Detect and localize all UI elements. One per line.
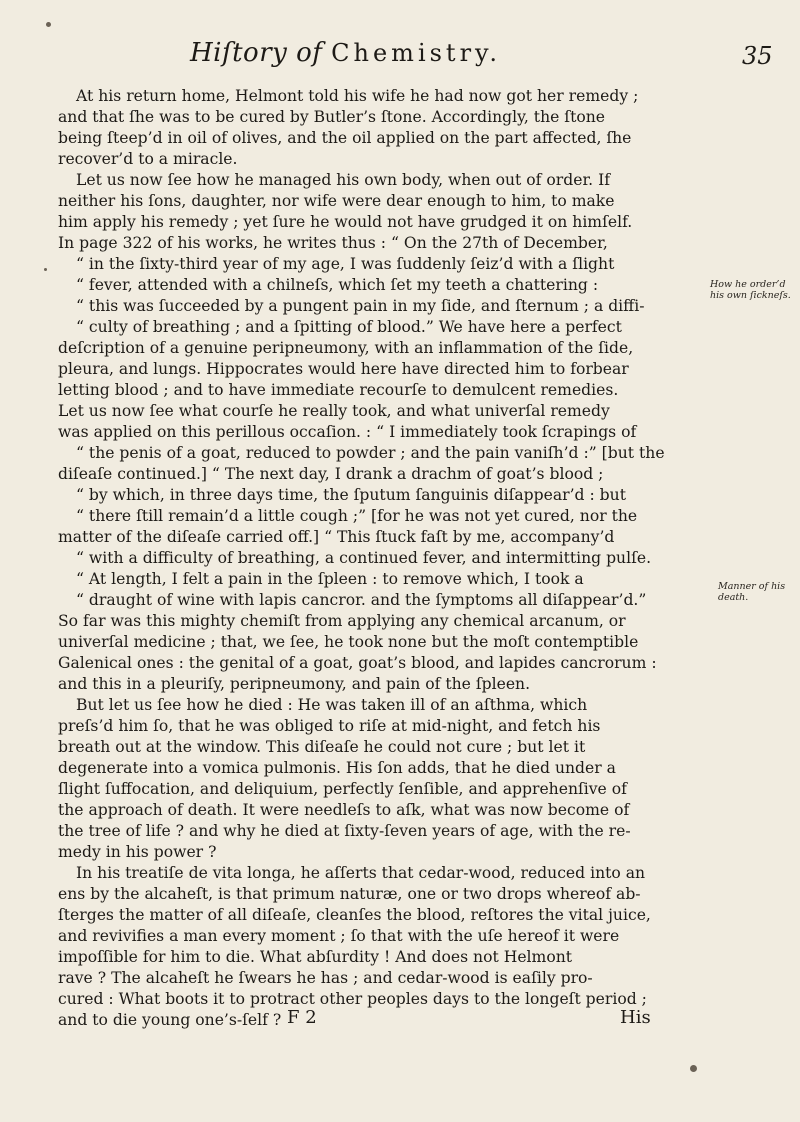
text-line: ſterges the matter of all diſeaſe, cleanſes the blood, reſtores the vital juice, xyxy=(58,906,651,924)
text-line: was applied on this perillous occaſion. : “ I immediately took ſcrapings of xyxy=(58,423,637,441)
text-line: rave ? The alcaheſt he ſwears he has ; and cedar-wood is eaſily pro- xyxy=(58,969,593,987)
header-history: Hiſtory xyxy=(190,38,288,68)
text-line: In page 322 of his works, he writes thus : “ On the 27th of December, xyxy=(58,234,608,252)
body-text xyxy=(58,86,706,1031)
text-line: matter of the diſeaſe carried off.] “ This ſtuck faſt by me, accompany’d xyxy=(58,528,615,546)
text-line: deſcription of a genuine peripneumony, with an inflammation of the ſide, xyxy=(58,339,634,357)
header-of: of xyxy=(296,38,323,68)
text-line: ens by the alcaheſt, is that primum naturæ, one or two drops whereof ab- xyxy=(58,885,641,903)
text-line: degenerate into a vomica pulmonis. His ſon adds, that he died under a xyxy=(58,759,616,777)
text-line: medy in his power ? xyxy=(58,843,217,861)
signature-mark: F 2 xyxy=(287,1007,317,1028)
header-chemistry: Chemistry. xyxy=(331,39,502,67)
text-line: In his treatiſe de vita longa, he aſſerts that cedar-wood, reduced into an xyxy=(76,864,646,882)
margin-note-sickness xyxy=(710,279,791,301)
text-line: being ſteep’d in oil of olives, and the oil applied on the part affected, ſhe xyxy=(58,129,632,147)
margin-note-line: his own ſickneſs. xyxy=(710,290,791,301)
page-number: 35 xyxy=(742,42,773,70)
text-line: Let us now ſee how he managed his own body, when out of order. If xyxy=(76,171,611,189)
text-line: and that ſhe was to be cured by Butler’s ſtone. Accordingly, the ſtone xyxy=(58,108,605,126)
text-line: But let us ſee how he died : He was taken ill of an aſthma, which xyxy=(76,696,588,714)
margin-note-death xyxy=(718,581,785,603)
text-line: cured : What boots it to protract other peoples days to the longeſt period ; xyxy=(58,990,647,1008)
margin-note-line: How he order’d xyxy=(710,279,786,290)
text-line: “ there ſtill remain’d a little cough ;” [for he was not yet cured, nor the xyxy=(76,507,638,525)
text-line: the tree of life ? and why he died at ſixty-ſeven years of age, with the re- xyxy=(58,822,631,840)
text-line: Let us now ſee what courſe he really took, and what univerſal remedy xyxy=(58,402,610,420)
text-line: “ draught of wine with lapis cancror. and the ſymptoms all diſappear’d.” xyxy=(76,591,647,609)
text-line: “ fever, attended with a chilneſs, which ſet my teeth a chattering : xyxy=(76,276,599,294)
text-line: “ in the ſixty-third year of my age, I was ſuddenly ſeiz’d with a ſlight xyxy=(76,255,615,273)
text-line: neither his ſons, daughter, nor wife were dear enough to him, to make xyxy=(58,192,615,210)
text-line: “ the penis of a goat, reduced to powder ; and the pain vaniſh’d :” [but the xyxy=(76,444,665,462)
text-line: letting blood ; and to have immediate recourſe to demulcent remedies. xyxy=(58,381,619,399)
text-line: diſeaſe continued.] “ The next day, I drank a drachm of goat’s blood ; xyxy=(58,465,604,483)
text-line: and this in a pleuriſy, peripneumony, and pain of the ſpleen. xyxy=(58,675,531,693)
margin-note-line: death. xyxy=(718,592,749,603)
catchword: His xyxy=(620,1007,651,1028)
text-line: pleura, and lungs. Hippocrates would here have directed him to forbear xyxy=(58,360,629,378)
text-line: Galenical ones : the genital of a goat, goat’s blood, and lapides cancrorum : xyxy=(58,654,657,672)
text-line: him apply his remedy ; yet ſure he would not have grudged it on himſelf. xyxy=(58,213,633,231)
margin-note-line: Manner of his xyxy=(718,581,786,592)
ink-speck xyxy=(46,22,51,27)
text-line: ſlight ſuffocation, and deliquium, perfectly ſenſible, and apprehenſive of xyxy=(58,780,627,798)
text-line: preſs’d him ſo, that he was obliged to riſe at mid-night, and fetch his xyxy=(58,717,601,735)
text-line: recover’d to a miracle. xyxy=(58,150,238,168)
text-line: the approach of death. It were needleſs to aſk, what was now become of xyxy=(58,801,630,819)
text-line: and to die young one’s-ſelf ? xyxy=(58,1011,282,1029)
ink-speck xyxy=(44,268,47,271)
text-line: At his return home, Helmont told his wife he had now got her remedy ; xyxy=(76,87,639,105)
text-line: impoſſible for him to die. What abſurdity ! And does not Helmont xyxy=(58,948,573,966)
text-line: “ by which, in three days time, the ſputum ſanguinis diſappear’d : but xyxy=(76,486,626,504)
text-line: “ At length, I felt a pain in the ſpleen : to remove which, I took a xyxy=(76,570,584,588)
text-line: univerſal medicine ; that, we ſee, he took none but the moſt contemptible xyxy=(58,633,639,651)
text-line: “ culty of breathing ; and a ſpitting of blood.” We have here a perfect xyxy=(76,318,622,336)
text-line: breath out at the window. This diſeaſe he could not cure ; but let it xyxy=(58,738,586,756)
text-line: So far was this mighty chemiſt from applying any chemical arcanum, or xyxy=(58,612,626,630)
text-line: “ with a difficulty of breathing, a continued fever, and intermitting pulſe. xyxy=(76,549,652,567)
ink-speck xyxy=(690,1065,697,1072)
text-line: “ this was ſucceeded by a pungent pain in my ſide, and ſternum ; a diffi- xyxy=(76,297,645,315)
text-line: and revivifies a man every moment ; ſo that with the uſe hereof it were xyxy=(58,927,620,945)
running-header xyxy=(190,38,710,68)
